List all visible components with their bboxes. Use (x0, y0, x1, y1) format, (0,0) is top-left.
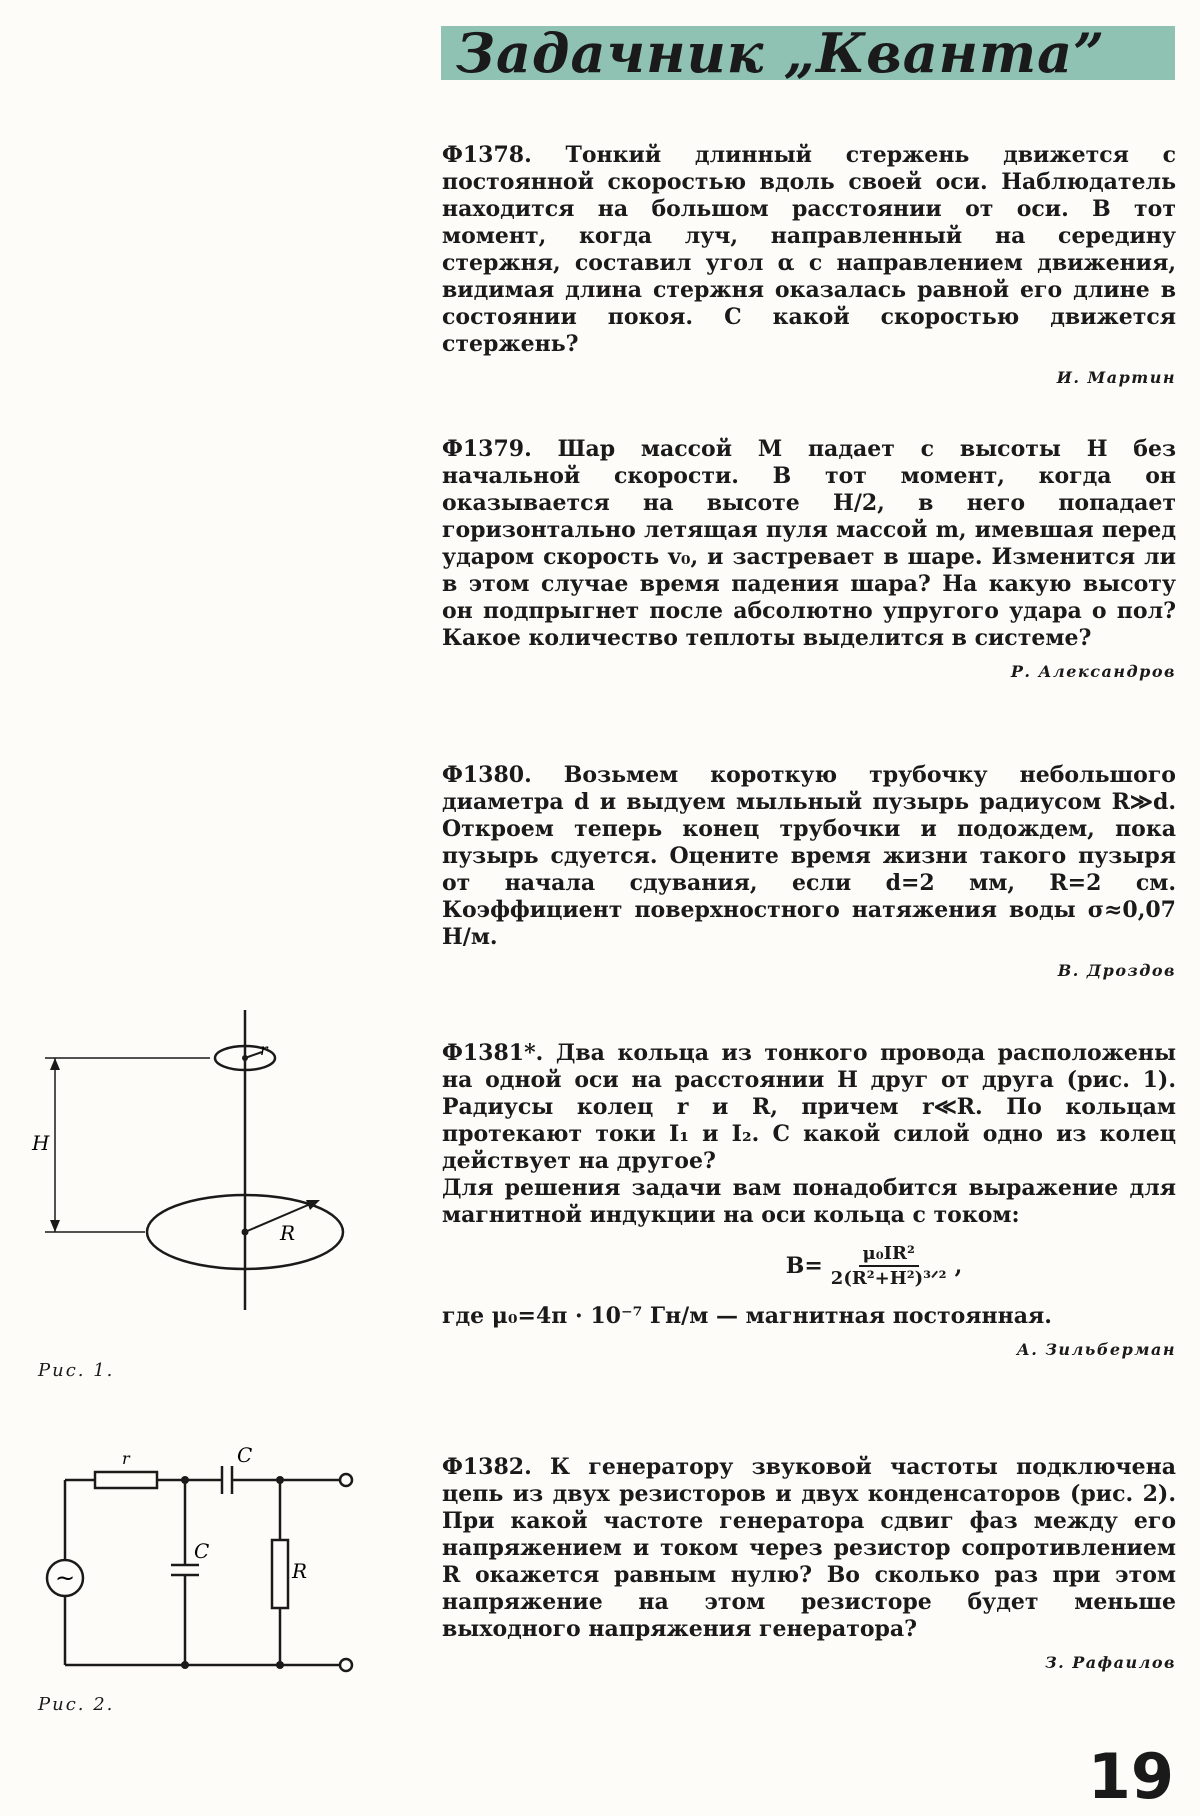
figure-1-caption: Рис. 1. (38, 1360, 115, 1381)
problem-number: Ф1378. (442, 142, 532, 168)
label-r: r (122, 1449, 130, 1468)
problem-author: А. Зильберман (1016, 1340, 1176, 1359)
problem-text: Ф1382. К генератору звуковой частоты подключена цепь из двух резисторов и двух конденсаторов (рис. 2). При какой частоте генератора сдвиг фаз между его напряжением и током через резистор сопротивлением R окажется равным нулю? Во сколько раз при этом напряжение на этом резисторе будет меньше выходного напряжения генератора? (442, 1454, 1176, 1642)
small-ring-center-dot (242, 1055, 248, 1061)
generator-tilde-icon: ~ (54, 1564, 76, 1592)
problem-number: Ф1382. (442, 1454, 532, 1480)
junction-dot (276, 1476, 284, 1484)
problem-1378 (442, 142, 1176, 387)
problem-text: Ф1380. Возьмем короткую трубочку небольшого диаметра d и выдуем мыльный пузырь радиусом R≫d. Откроем теперь конец трубочки и подождем, пока пузырь сдуется. Оцените время жизни такого пузыря от начала сдувания, если d=2 мм, R=2 см. Коэффициент поверхностного натяжения воды σ≈0,07 Н/м. (442, 762, 1176, 950)
problem-1381 (442, 1040, 1176, 1359)
problem-number: Ф1381*. (442, 1040, 544, 1066)
problem-hint: Для решения задачи вам понадобится выражение для магнитной индукции на оси кольца с током: (442, 1175, 1176, 1228)
formula-fraction (827, 1243, 951, 1289)
problem-number: Ф1380. (442, 762, 532, 788)
resistor-r (95, 1472, 157, 1488)
arrow-down-icon (50, 1220, 60, 1232)
junction-dot (276, 1661, 284, 1669)
page-number: 19 (1087, 1740, 1174, 1813)
problem-1382 (442, 1454, 1176, 1672)
label-R: R (292, 1559, 308, 1583)
figure-1 (30, 1000, 370, 1320)
junction-dot (181, 1661, 189, 1669)
label-R: R (280, 1221, 296, 1245)
formula (572, 1243, 1176, 1289)
formula-lhs: B= (785, 1253, 823, 1279)
problem-1379 (442, 436, 1176, 681)
problem-author: З. Рафаилов (1045, 1653, 1176, 1672)
figure-2-caption: Рис. 2. (38, 1694, 115, 1715)
figure-2 (30, 1440, 370, 1680)
problem-text: Ф1381*. Два кольца из тонкого провода расположены на одной оси на расстоянии H друг от друга (рис. 1). Радиусы колец r и R, причем r≪R. По кольцам протекают токи I₁ и I₂. С какой силой одно из колец действует на другое? (442, 1040, 1176, 1174)
terminal-bottom (340, 1659, 352, 1671)
label-r: r (260, 1040, 268, 1059)
problem-number: Ф1379. (442, 436, 532, 462)
problem-1380 (442, 762, 1176, 980)
formula-numerator: μ₀IR² (859, 1243, 919, 1267)
problem-text: Ф1379. Шар массой M падает с высоты H без начальной скорости. В тот момент, когда он оказывается на высоте H/2, в него попадает горизонтально летящая пуля массой m, имевшая перед ударом скорость v₀, и застревает в шаре. Изменится ли в этом случае время падения шара? На какую высоту он подпрыгнет после абсолютно упругого удара о пол? Какое количество теплоты выделится в системе? (442, 436, 1176, 651)
formula-tail: , (954, 1253, 963, 1279)
resistor-R (272, 1540, 288, 1608)
problem-author: И. Мартин (1056, 368, 1176, 387)
junction-dot (181, 1476, 189, 1484)
problem-author: В. Дроздов (1057, 961, 1176, 980)
arrow-up-icon (50, 1058, 60, 1070)
problem-constant: где μ₀=4π · 10⁻⁷ Гн/м — магнитная постоянная. (442, 1303, 1052, 1329)
problem-text: Ф1378. Тонкий длинный стержень движется с постоянной скоростью вдоль своей оси. Наблюдатель находится на большом расстоянии от оси. В тот момент, когда луч, направленный на середину стержня, составил угол α с направлением движения, видимая длина стержня оказалась равной его длине в состоянии покоя. С какой скоростью движется стержень? (442, 142, 1176, 357)
problem-author: Р. Александров (1010, 662, 1176, 681)
label-C2: C (194, 1539, 210, 1563)
formula-denominator: 2(R²+H²)³ᐟ² (830, 1268, 947, 1289)
section-title: Задачник „Кванта” (456, 21, 1106, 85)
ring-center-dot (242, 1229, 249, 1236)
label-H: H (32, 1131, 50, 1155)
terminal-top (340, 1474, 352, 1486)
label-C1: C (237, 1443, 253, 1467)
